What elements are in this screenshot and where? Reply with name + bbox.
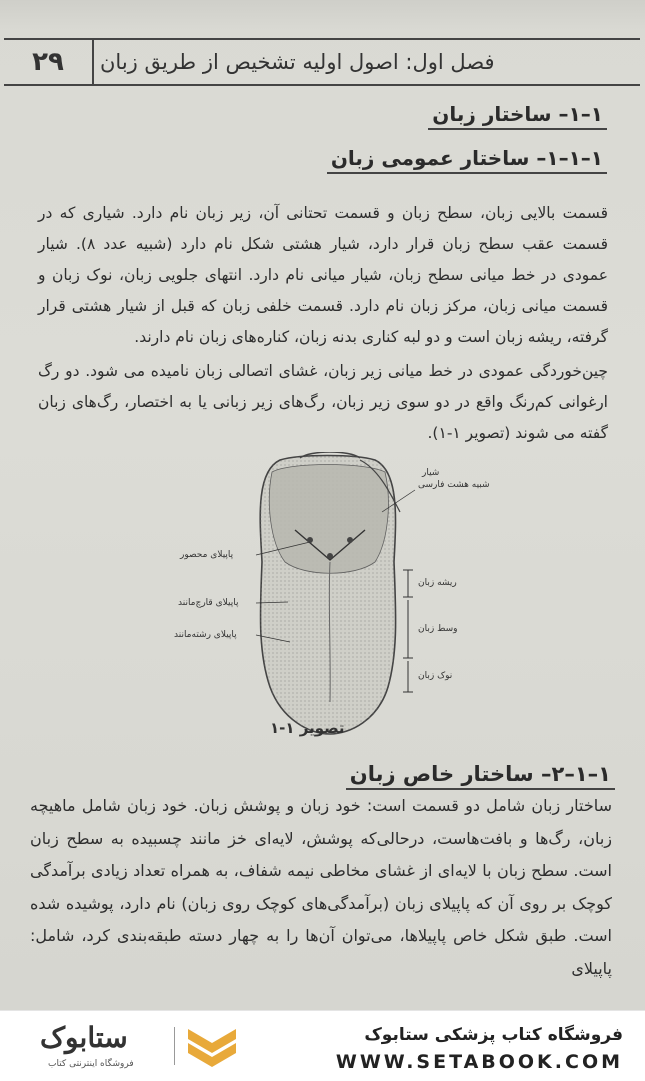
label-groove: شیار — [422, 468, 440, 478]
label-tongue-root: ریشه زبان — [418, 578, 457, 588]
shop-url-link[interactable]: WWW.SETABOOK.COM — [335, 1051, 623, 1073]
paragraph-general-structure: قسمت بالایی زبان، سطح زبان و قسمت تحتانی آن، زیر زبان نام دارد. شیاری که در قسمت عقب سطح زبان قرار دارد، شیار هشتی شکل نام دارد (شبیه عدد ۸). شیار عمودی در خط میانی سطح زبان، شیار میانی نام دارد. انتهای جلویی زبان، نوک زبان و قسمت میانی زبان، مرکز زبان نام دارد. قسمت خلفی زبان که قبل از شیار هشتی قرار گرفته، ریشه زبان است و دو لبه کناری بدنه زبان، کناره‌های زبان نام دارند. — [38, 204, 608, 346]
shop-name: فروشگاه کتاب پزشکی ستابوک — [364, 1025, 623, 1045]
label-vallate-papillae: پاپیلای محصور — [180, 550, 234, 560]
store-logo[interactable]: ستابوک — [40, 1022, 128, 1053]
label-filiform-papillae: پاپیلای رشته‌مانند — [174, 630, 237, 640]
paragraph-underside: چین‌خوردگی عمودی در خط میانی زیر زبان، غشای اتصالی زبان نامیده می شود. دو رگ ارغوانی کم‌رنگ واقع در دو سوی زیر زبان، رگ‌های زیر زبانی یا به اختصار، رگ‌های زبان گفته می شوند (تصویر ۱-۱). — [38, 362, 608, 442]
label-groove-shape: شبیه هشت فارسی — [418, 480, 490, 490]
figure-caption: تصویر ۱-۱ — [270, 719, 345, 737]
section-heading-structure: ۱–۱– ساختار زبان — [428, 102, 607, 130]
section-heading-specific-structure: ۱–۱–۲– ساختار خاص زبان — [346, 762, 615, 790]
chevron-logo-icon — [186, 1025, 238, 1069]
tongue-illustration — [160, 452, 480, 742]
label-tongue-middle: وسط زبان — [418, 624, 458, 634]
chapter-title: فصل اول: اصول اولیه تشخیص از طریق زبان — [100, 50, 495, 74]
paragraph-specific-structure: ساختار زبان شامل دو قسمت است: خود زبان و پوشش زبان. خود زبان شامل ماهیچه زبان، رگ‌ها و بافت‌هاست، درحالی‌که پوشش، لایه‌ای خز مانند چسبیده به سطح زبان است. سطح زبان با لایه‌ای از غشای مخاطی نیمه شفاف، به همراه تعداد زیادی برآمدگی کوچک بر روی آن که پاپیلای زبان (برآمدگی‌های کوچک روی زبان) نام دارد، پوشیده شده است. طبق شکل خاص پاپیلاها، می‌توان آن‌ها را به چهار دسته طبقه‌بندی کرد، شامل: پاپیلای — [30, 796, 612, 978]
label-tongue-tip: نوک زبان — [418, 671, 453, 681]
page-header — [4, 38, 640, 86]
header-divider — [92, 40, 94, 84]
logo-divider — [174, 1027, 175, 1065]
page-number: ۲۹ — [32, 47, 64, 77]
page-top-shadow — [0, 0, 645, 30]
store-footer — [0, 1010, 645, 1081]
tongue-figure — [160, 452, 490, 742]
store-logo-subtitle: فروشگاه اینترنتی کتاب — [48, 1059, 134, 1069]
label-fungiform-papillae: پاپیلای قارچ‌مانند — [178, 598, 239, 608]
section-heading-general-structure: ۱–۱–۱– ساختار عمومی زبان — [327, 146, 607, 174]
